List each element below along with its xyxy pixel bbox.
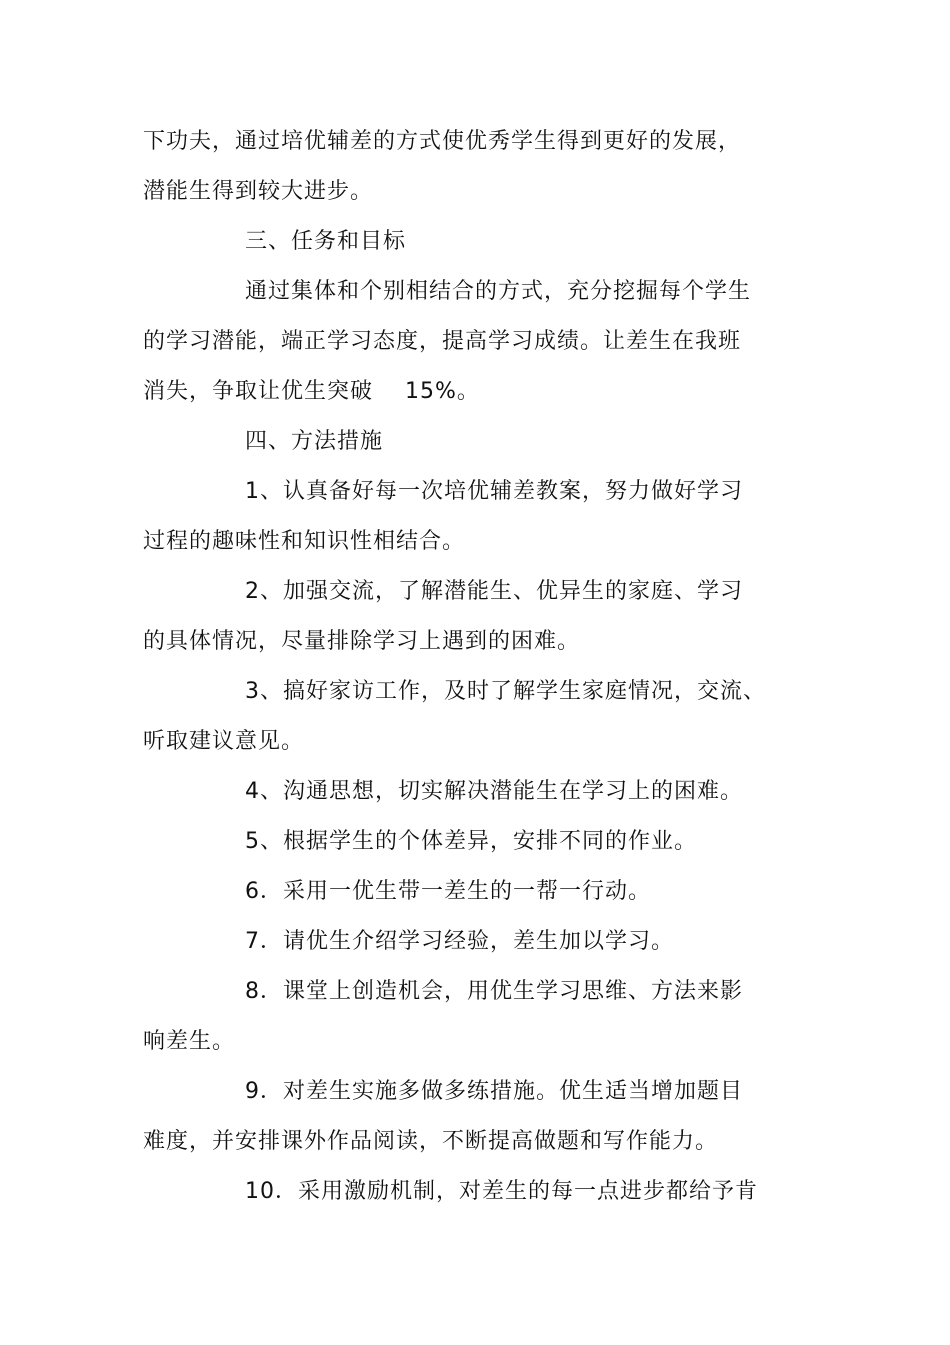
list-item: 7．请优生介绍学习经验，差生加以学习。 [245, 929, 674, 954]
paragraph-line: 消失，争取让优生突破 15%。 [143, 379, 480, 404]
list-item: 6．采用一优生带一差生的一帮一行动。 [245, 879, 651, 904]
list-item: 9．对差生实施多做多练措施。优生适当增加题目 [245, 1079, 743, 1104]
paragraph-line: 的学习潜能，端正学习态度，提高学习成绩。让差生在我班 [143, 329, 742, 354]
list-item-continuation: 响差生。 [143, 1029, 236, 1054]
list-item: 10．采用激励机制，对差生的每一点进步都给予肯 [245, 1179, 758, 1204]
list-item-continuation: 难度，并安排课外作品阅读，不断提高做题和写作能力。 [143, 1129, 719, 1154]
paragraph-line: 下功夫，通过培优辅差的方式使优秀学生得到更好的发展， [143, 129, 742, 154]
list-item: 5、根据学生的个体差异，安排不同的作业。 [245, 829, 697, 854]
section-heading: 四、方法措施 [245, 429, 384, 454]
section-heading: 三、任务和目标 [245, 229, 407, 254]
list-item: 2、加强交流，了解潜能生、优异生的家庭、学习 [245, 579, 743, 604]
paragraph-line: 通过集体和个别相结合的方式，充分挖掘每个学生 [245, 279, 752, 304]
list-item-continuation: 过程的趣味性和知识性相结合。 [143, 529, 466, 554]
list-item-continuation: 的具体情况，尽量排除学习上遇到的困难。 [143, 629, 581, 654]
paragraph-line: 潜能生得到较大进步。 [143, 179, 374, 204]
list-item: 1、认真备好每一次培优辅差教案，努力做好学习 [245, 479, 743, 504]
list-item-continuation: 听取建议意见。 [143, 729, 305, 754]
list-item: 8．课堂上创造机会，用优生学习思维、方法来影 [245, 979, 743, 1004]
list-item: 3、搞好家访工作，及时了解学生家庭情况，交流、 [245, 679, 766, 704]
list-item: 4、沟通思想，切实解决潜能生在学习上的困难。 [245, 779, 743, 804]
